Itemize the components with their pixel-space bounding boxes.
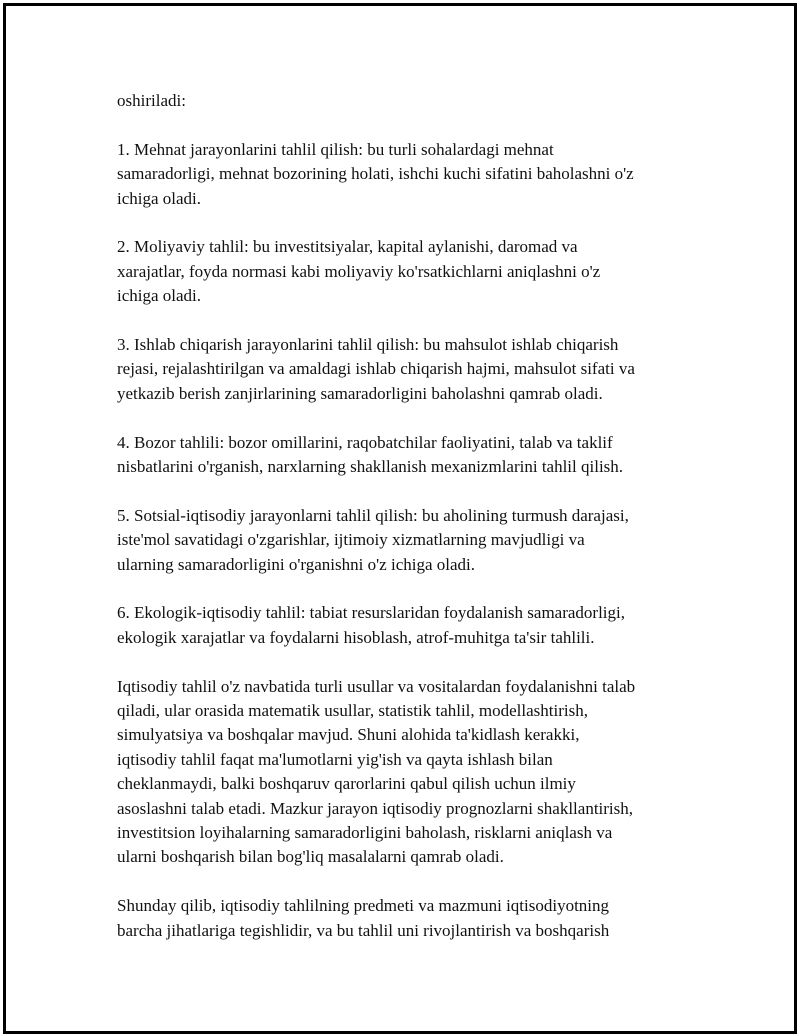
paragraph-production-analysis: 3. Ishlab chiqarish jarayonlarini tahlil qilish: bu mahsulot ishlab chiqarish rejasi, rejalashtirilgan va amaldagi ishlab chiqarish hajmi, mahsulot sifati va yetkazib berish zanjirlarining samaradorligini baholashni qamrab oladi. xyxy=(117,335,635,403)
paragraph-labor-analysis: 1. Mehnat jarayonlarini tahlil qilish: bu turli sohalardagi mehnat samaradorligi, mehnat bozorining holati, ishchi kuchi sifatini baholashni o'z ichiga oladi. xyxy=(117,139,634,208)
paragraph-continuation: oshiriladi: xyxy=(117,91,186,110)
paragraph-socioeconomic-analysis: 5. Sotsial-iqtisodiy jarayonlarni tahlil qilish: bu aholining turmush darajasi, iste'mol savatidagi o'zgarishlar, ijtimoiy xizmatlarning mavjudligi va ularning samaradorligini o'rganishni o'z ichiga oladi. xyxy=(117,505,629,574)
paragraph-ecological-analysis: 6. Ekologik-iqtisodiy tahlil: tabiat resurslaridan foydalanish samaradorligi, ekologik xarajatlar va foydalarni hisoblash, atrof-muhitga ta'sir tahlili. xyxy=(117,603,625,647)
paragraph-conclusion: Shunday qilib, iqtisodiy tahlilning predmeti va mazmuni iqtisodiyotning barcha jihatlariga tegishlidir, va bu tahlil uni rivojlantirish va boshqarish xyxy=(117,896,610,940)
paragraph-financial-analysis: 2. Moliyaviy tahlil: bu investitsiyalar, kapital aylanishi, daromad va xarajatlar, foyda normasi kabi moliyaviy ko'rsatkichlarni aniqlashni o'z ichiga oladi. xyxy=(117,237,601,306)
paragraph-methods: Iqtisodiy tahlil o'z navbatida turli usullar va vositalardan foydalanishni talab qiladi, ular orasida matematik usullar, statistik tahlil, modellashtirish, simulyatsiya va boshqalar mavjud. Shuni alohida ta'kidlash kerakki, iqtisodiy tahlil faqat ma'lumotlarni yig'ish va qayta ishlash bilan cheklanmaydi, balki boshqaruv qarorlarini qabul qilish uchun ilmiy asoslashni talab etadi. Mazkur jarayon iqtisodiy prognozlarni shakllantirish, investitsion loyihalarning samaradorligini baholash, risklarni aniqlash va ularni boshqarish bilan bog'liq masalalarni qamrab oladi. xyxy=(117,676,636,867)
paragraph-market-analysis: 4. Bozor tahlili: bozor omillarini, raqobatchilar faoliyatini, talab va taklif nisbatlarini o'rganish, narxlarning shakllanish mexanizmlarini tahlil qilish. xyxy=(117,432,624,477)
document-body xyxy=(117,89,697,943)
